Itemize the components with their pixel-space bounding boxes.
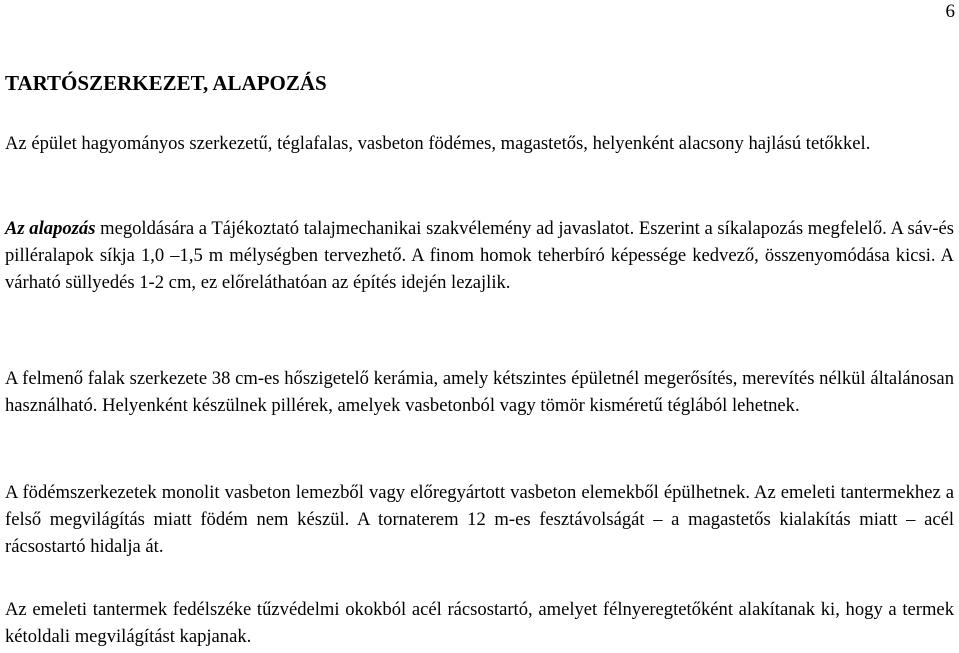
page-number: 6: [945, 1, 955, 22]
paragraph-walls: A felmenő falak szerkezete 38 cm-es hőszigetelő kerámia, amely kétszintes épületnél megerősítés, merevítés nélkül általánosan használható. Helyenként készülnek pillérek, amelyek vasbetonból vagy tömör kisméretű téglából lehetnek.: [5, 368, 954, 416]
paragraph-roof-structure: Az emeleti tantermek fedélszéke tűzvédelmi okokból acél rácsostartó, amelyet félnyeregtetőként alakítanak ki, hogy a termek kétoldali megvilágítást kapjanak.: [5, 599, 954, 647]
paragraph-slabs: A födémszerkezetek monolit vasbeton lemezből vagy előregyártott vasbeton elemekből épülhetnek. Az emeleti tantermekhez a felső megvilágítás miatt födém nem készül. A tornaterem 12 m-es fesztávolságát – a magastetős kialakítás miatt – acél rácsostartó hidalja át.: [5, 482, 954, 557]
section-heading: TARTÓSZERKEZET, ALAPOZÁS: [5, 71, 327, 95]
paragraph-foundation: [5, 216, 954, 296]
paragraph-building-structure: Az épület hagyományos szerkezetű, téglafalas, vasbeton födémes, magastetős, helyenként alacsony hajlású tetőkkel.: [5, 133, 871, 154]
foundation-lead-term: Az alapozás: [5, 218, 96, 239]
foundation-text: megoldására a Tájékoztató talajmechanikai szakvélemény ad javaslatot. Eszerint a síkalapozás megfelelő. A sáv-és pilléralapok síkja 1,0 –1,5 m mélységben tervezhető. A finom homok teherbíró képessége kedvező, összenyomódása kicsi. A várható süllyedés 1-2 cm, ez előreláthatóan az építés idején lezajlik.: [5, 218, 954, 293]
